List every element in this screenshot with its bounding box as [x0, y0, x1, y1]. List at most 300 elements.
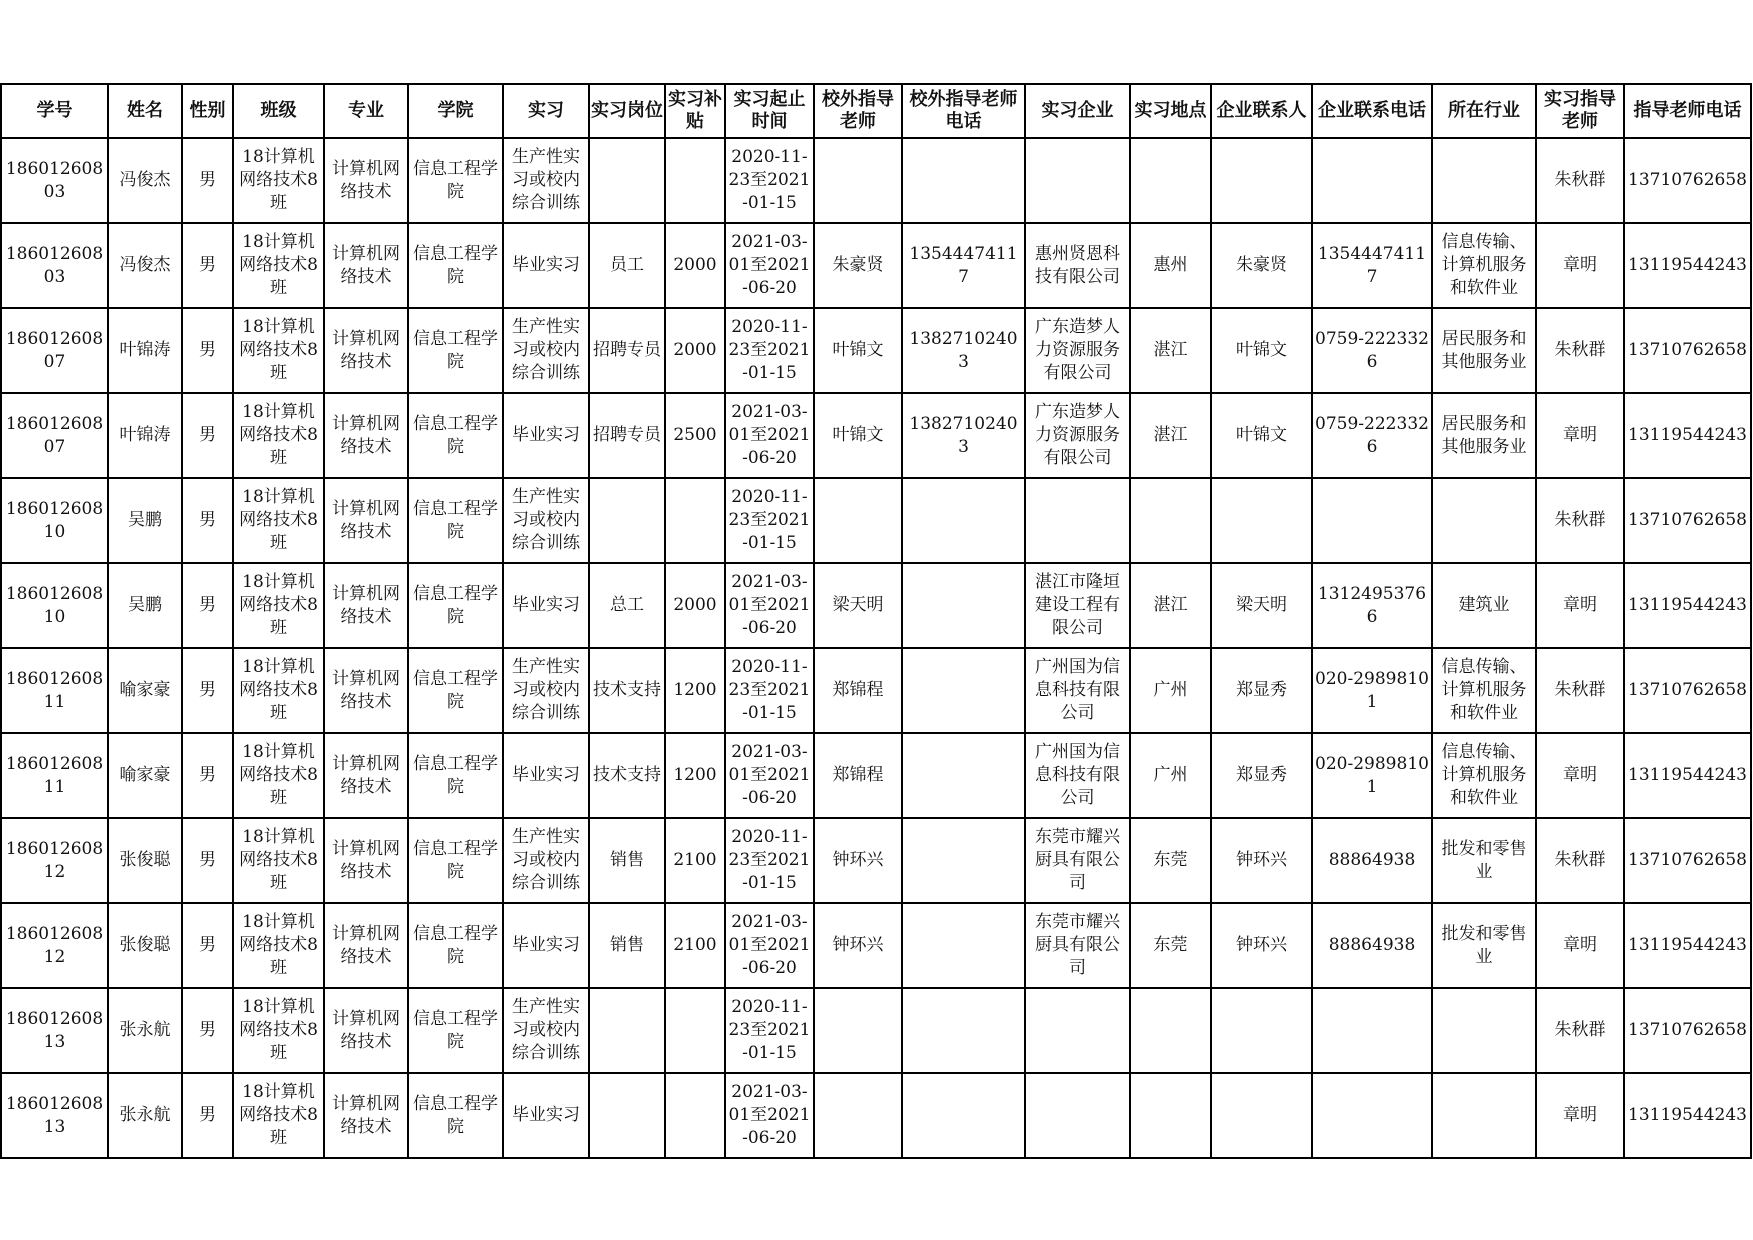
cell-internship-type: [503, 988, 589, 1073]
column-header-external-advisor-phone: 校外指导老师电话: [902, 84, 1025, 138]
cell-class: [233, 563, 324, 648]
cell-gender: [182, 563, 233, 648]
cell-subsidy: [665, 988, 725, 1073]
cell-position: [589, 478, 665, 563]
cell-student-id: [1, 308, 108, 393]
cell-text: 2021-03-01至2021-06-20: [728, 402, 811, 468]
cell-subsidy: [665, 818, 725, 903]
cell-text: 招聘专员: [593, 340, 661, 360]
cell-text: 信息工程学院: [413, 498, 498, 542]
cell-company-phone: [1312, 478, 1432, 563]
cell-text: 男: [199, 170, 216, 190]
cell-subsidy: [665, 903, 725, 988]
cell-student-id: [1, 478, 108, 563]
cell-text: 郑锦程: [832, 680, 884, 700]
cell-company-phone: [1312, 308, 1432, 393]
cell-company-phone: [1312, 138, 1432, 223]
cell-text: 18计算机网络技术8班: [239, 402, 318, 468]
cell-internship-type: [503, 138, 589, 223]
cell-text: 信息工程学院: [413, 753, 498, 797]
cell-text: 13544474117: [1317, 243, 1427, 287]
cell-name: [108, 393, 182, 478]
cell-text: 男: [199, 255, 216, 275]
cell-class: [233, 138, 324, 223]
column-header-external-advisor: 校外指导老师: [814, 84, 902, 138]
cell-external-advisor-phone: [902, 648, 1025, 733]
cell-internship-advisor: [1536, 393, 1624, 478]
cell-text: 销售: [610, 850, 644, 870]
table-row: [1, 138, 1751, 223]
cell-major: [324, 223, 408, 308]
cell-advisor-phone: [1624, 733, 1751, 818]
cell-advisor-phone: [1624, 478, 1751, 563]
cell-student-id: [1, 138, 108, 223]
cell-gender: [182, 818, 233, 903]
cell-external-advisor: [814, 393, 902, 478]
cell-text: 郑显秀: [1236, 765, 1287, 785]
cell-gender: [182, 1073, 233, 1158]
cell-company-phone: [1312, 223, 1432, 308]
cell-college: [408, 733, 503, 818]
cell-text: 2020-11-23至2021-01-15: [728, 317, 811, 383]
cell-major: [324, 393, 408, 478]
cell-text: 生产性实习或校内综合训练: [512, 827, 580, 893]
cell-text: 钟环兴: [1236, 935, 1287, 955]
cell-name: [108, 988, 182, 1073]
cell-text: 广东造梦人力资源服务有限公司: [1035, 317, 1120, 383]
cell-period: [725, 648, 814, 733]
cell-internship-advisor: [1536, 478, 1624, 563]
cell-position: [589, 1073, 665, 1158]
cell-external-advisor-phone: [902, 478, 1025, 563]
cell-text: 18计算机网络技术8班: [239, 1082, 318, 1148]
cell-gender: [182, 308, 233, 393]
cell-text: 18计算机网络技术8班: [239, 997, 318, 1063]
cell-text: 13827102403: [909, 328, 1018, 372]
cell-class: [233, 1073, 324, 1158]
cell-text: 男: [199, 765, 216, 785]
cell-text: 计算机网络技术: [332, 753, 400, 797]
cell-text: 0759-2223326: [1315, 328, 1429, 372]
cell-industry: [1432, 818, 1536, 903]
cell-text: 惠州贤恩科技有限公司: [1035, 243, 1120, 287]
cell-location: [1130, 138, 1211, 223]
cell-internship-advisor: [1536, 223, 1624, 308]
cell-class: [233, 733, 324, 818]
cell-text: 男: [199, 1105, 216, 1125]
cell-external-advisor-phone: [902, 308, 1025, 393]
table-row: [1, 988, 1751, 1073]
cell-text: 张俊聪: [119, 935, 171, 955]
cell-company-contact: [1211, 478, 1312, 563]
cell-text: 2500: [673, 425, 717, 445]
cell-advisor-phone: [1624, 1073, 1751, 1158]
cell-text: 张俊聪: [119, 850, 171, 870]
column-header-college: 学院: [408, 84, 503, 138]
cell-external-advisor-phone: [902, 393, 1025, 478]
cell-text: 章明: [1563, 595, 1597, 615]
cell-external-advisor: [814, 903, 902, 988]
cell-text: 湛江: [1153, 340, 1188, 360]
cell-major: [324, 988, 408, 1073]
cell-period: [725, 988, 814, 1073]
cell-internship-type: [503, 563, 589, 648]
cell-name: [108, 223, 182, 308]
cell-student-id: [1, 563, 108, 648]
cell-major: [324, 563, 408, 648]
cell-external-advisor-phone: [902, 138, 1025, 223]
cell-college: [408, 478, 503, 563]
cell-position: [589, 988, 665, 1073]
cell-text: 叶锦文: [832, 425, 884, 445]
column-header-class: 班级: [233, 84, 324, 138]
cell-text: 章明: [1563, 1105, 1597, 1125]
cell-company: [1025, 648, 1130, 733]
cell-location: [1130, 988, 1211, 1073]
cell-industry: [1432, 1073, 1536, 1158]
cell-internship-advisor: [1536, 308, 1624, 393]
cell-text: 计算机网络技术: [332, 498, 400, 542]
cell-text: 毕业实习: [512, 935, 580, 955]
cell-external-advisor: [814, 818, 902, 903]
cell-text: 18计算机网络技术8班: [239, 827, 318, 893]
column-header-location: 实习地点: [1130, 84, 1211, 138]
cell-text: 2021-03-01至2021-06-20: [728, 232, 811, 298]
cell-text: 信息传输、计算机服务和软件业: [1441, 232, 1527, 298]
cell-text: 18计算机网络技术8班: [239, 657, 318, 723]
cell-text: 冯俊杰: [119, 170, 171, 190]
cell-subsidy: [665, 393, 725, 478]
cell-position: [589, 223, 665, 308]
cell-name: [108, 478, 182, 563]
cell-text: 18601260813: [5, 1093, 104, 1137]
cell-internship-advisor: [1536, 733, 1624, 818]
cell-class: [233, 478, 324, 563]
cell-position: [589, 648, 665, 733]
cell-location: [1130, 648, 1211, 733]
cell-text: 2021-03-01至2021-06-20: [728, 572, 811, 638]
cell-text: 广州: [1153, 680, 1188, 700]
cell-company-phone: [1312, 393, 1432, 478]
cell-period: [725, 1073, 814, 1158]
cell-location: [1130, 478, 1211, 563]
cell-text: 2000: [673, 595, 717, 615]
cell-text: 朱秋群: [1554, 680, 1606, 700]
cell-text: 2020-11-23至2021-01-15: [728, 657, 811, 723]
column-header-student-id: 学号: [1, 84, 108, 138]
cell-text: 信息工程学院: [413, 158, 498, 202]
cell-text: 18计算机网络技术8班: [239, 232, 318, 298]
cell-position: [589, 308, 665, 393]
cell-student-id: [1, 733, 108, 818]
cell-text: 计算机网络技术: [332, 583, 400, 627]
cell-text: 技术支持: [593, 680, 661, 700]
table-body: [1, 138, 1751, 1158]
cell-text: 18601260812: [5, 838, 104, 882]
cell-industry: [1432, 988, 1536, 1073]
cell-industry: [1432, 393, 1536, 478]
cell-major: [324, 478, 408, 563]
cell-gender: [182, 988, 233, 1073]
cell-major: [324, 308, 408, 393]
cell-text: 2020-11-23至2021-01-15: [728, 997, 811, 1063]
cell-text: 信息工程学院: [413, 668, 498, 712]
cell-company: [1025, 138, 1130, 223]
cell-text: 2021-03-01至2021-06-20: [728, 1082, 811, 1148]
cell-text: 生产性实习或校内综合训练: [512, 487, 580, 553]
cell-text: 计算机网络技术: [332, 1093, 400, 1137]
cell-class: [233, 393, 324, 478]
cell-advisor-phone: [1624, 308, 1751, 393]
cell-text: 批发和零售业: [1441, 923, 1527, 967]
cell-text: 18计算机网络技术8班: [239, 147, 318, 213]
cell-text: 男: [199, 425, 216, 445]
cell-external-advisor: [814, 648, 902, 733]
cell-college: [408, 563, 503, 648]
cell-text: 梁天明: [1236, 595, 1287, 615]
cell-text: 建筑业: [1458, 595, 1510, 615]
cell-internship-type: [503, 648, 589, 733]
cell-text: 冯俊杰: [119, 255, 171, 275]
cell-text: 毕业实习: [512, 1105, 580, 1125]
cell-text: 2100: [673, 935, 717, 955]
cell-name: [108, 138, 182, 223]
cell-position: [589, 903, 665, 988]
cell-text: 18计算机网络技术8班: [239, 572, 318, 638]
cell-text: 18601260803: [5, 158, 104, 202]
cell-text: 计算机网络技术: [332, 1008, 400, 1052]
column-header-industry: 所在行业: [1432, 84, 1536, 138]
cell-name: [108, 1073, 182, 1158]
cell-external-advisor-phone: [902, 988, 1025, 1073]
cell-text: 2021-03-01至2021-06-20: [728, 912, 811, 978]
cell-name: [108, 818, 182, 903]
cell-text: 13119544243: [1628, 765, 1747, 785]
cell-location: [1130, 308, 1211, 393]
cell-text: 喻家豪: [119, 765, 171, 785]
cell-text: 计算机网络技术: [332, 923, 400, 967]
cell-text: 信息工程学院: [413, 413, 498, 457]
cell-text: 13827102403: [909, 413, 1018, 457]
cell-company-contact: [1211, 733, 1312, 818]
cell-company-phone: [1312, 733, 1432, 818]
cell-company: [1025, 223, 1130, 308]
cell-text: 毕业实习: [512, 255, 580, 275]
cell-text: 朱秋群: [1554, 1020, 1606, 1040]
cell-text: 生产性实习或校内综合训练: [512, 147, 580, 213]
cell-company: [1025, 393, 1130, 478]
table-row: [1, 1073, 1751, 1158]
cell-major: [324, 818, 408, 903]
cell-student-id: [1, 648, 108, 733]
cell-name: [108, 903, 182, 988]
cell-text: 计算机网络技术: [332, 243, 400, 287]
cell-name: [108, 563, 182, 648]
cell-company: [1025, 308, 1130, 393]
cell-internship-advisor: [1536, 988, 1624, 1073]
cell-text: 居民服务和其他服务业: [1441, 413, 1527, 457]
cell-internship-advisor: [1536, 1073, 1624, 1158]
cell-text: 东莞市耀兴厨具有限公司: [1035, 912, 1120, 978]
cell-text: 男: [199, 680, 216, 700]
cell-text: 18计算机网络技术8班: [239, 742, 318, 808]
cell-industry: [1432, 223, 1536, 308]
column-header-internship-advisor: 实习指导老师: [1536, 84, 1624, 138]
cell-text: 毕业实习: [512, 595, 580, 615]
cell-position: [589, 563, 665, 648]
cell-text: 13710762658: [1628, 510, 1747, 530]
cell-text: 13119544243: [1628, 935, 1747, 955]
column-header-company-phone: 企业联系电话: [1312, 84, 1432, 138]
cell-text: 1200: [673, 680, 717, 700]
cell-text: 88864938: [1328, 935, 1416, 955]
cell-gender: [182, 733, 233, 818]
cell-text: 计算机网络技术: [332, 668, 400, 712]
cell-company: [1025, 903, 1130, 988]
cell-text: 信息工程学院: [413, 923, 498, 967]
header-row: [1, 84, 1751, 138]
cell-text: 信息工程学院: [413, 838, 498, 882]
cell-text: 13119544243: [1628, 595, 1747, 615]
cell-period: [725, 563, 814, 648]
cell-text: 张永航: [119, 1020, 171, 1040]
cell-text: 13710762658: [1628, 850, 1747, 870]
cell-college: [408, 903, 503, 988]
cell-external-advisor-phone: [902, 818, 1025, 903]
cell-text: 生产性实习或校内综合训练: [512, 317, 580, 383]
cell-text: 吴鹏: [128, 510, 162, 530]
cell-company-contact: [1211, 988, 1312, 1073]
cell-subsidy: [665, 733, 725, 818]
cell-period: [725, 308, 814, 393]
cell-text: 喻家豪: [119, 680, 171, 700]
cell-external-advisor-phone: [902, 1073, 1025, 1158]
cell-text: 叶锦文: [832, 340, 884, 360]
cell-company-contact: [1211, 818, 1312, 903]
cell-text: 招聘专员: [593, 425, 661, 445]
cell-class: [233, 988, 324, 1073]
cell-text: 东莞市耀兴厨具有限公司: [1035, 827, 1120, 893]
cell-subsidy: [665, 308, 725, 393]
cell-advisor-phone: [1624, 563, 1751, 648]
cell-period: [725, 393, 814, 478]
cell-college: [408, 308, 503, 393]
cell-internship-type: [503, 223, 589, 308]
cell-text: 18601260807: [5, 413, 104, 457]
cell-text: 2020-11-23至2021-01-15: [728, 147, 811, 213]
cell-text: 叶锦涛: [119, 340, 171, 360]
cell-company: [1025, 988, 1130, 1073]
cell-internship-type: [503, 393, 589, 478]
cell-company-contact: [1211, 903, 1312, 988]
cell-company-contact: [1211, 223, 1312, 308]
cell-text: 020-29898101: [1315, 668, 1429, 712]
cell-text: 信息工程学院: [413, 1093, 498, 1137]
cell-text: 钟环兴: [832, 935, 884, 955]
cell-internship-type: [503, 733, 589, 818]
cell-text: 销售: [610, 935, 644, 955]
cell-text: 章明: [1563, 425, 1597, 445]
cell-college: [408, 223, 503, 308]
table-row: [1, 308, 1751, 393]
cell-location: [1130, 733, 1211, 818]
cell-student-id: [1, 818, 108, 903]
table-row: [1, 648, 1751, 733]
cell-text: 朱秋群: [1554, 340, 1606, 360]
column-header-company: 实习企业: [1025, 84, 1130, 138]
cell-external-advisor: [814, 1073, 902, 1158]
cell-text: 13710762658: [1628, 680, 1747, 700]
cell-text: 计算机网络技术: [332, 158, 400, 202]
cell-text: 男: [199, 850, 216, 870]
cell-college: [408, 648, 503, 733]
cell-text: 叶锦文: [1236, 340, 1287, 360]
cell-college: [408, 138, 503, 223]
cell-internship-type: [503, 903, 589, 988]
cell-external-advisor-phone: [902, 733, 1025, 818]
cell-text: 2020-11-23至2021-01-15: [728, 487, 811, 553]
cell-text: 18计算机网络技术8班: [239, 912, 318, 978]
table-row: [1, 478, 1751, 563]
cell-gender: [182, 903, 233, 988]
cell-industry: [1432, 308, 1536, 393]
cell-text: 朱秋群: [1554, 850, 1606, 870]
cell-company: [1025, 818, 1130, 903]
cell-company-contact: [1211, 308, 1312, 393]
cell-company-contact: [1211, 393, 1312, 478]
cell-text: 叶锦文: [1236, 425, 1287, 445]
cell-name: [108, 733, 182, 818]
table-row: [1, 733, 1751, 818]
cell-text: 18601260811: [5, 668, 104, 712]
cell-text: 1200: [673, 765, 717, 785]
cell-position: [589, 818, 665, 903]
cell-company-contact: [1211, 138, 1312, 223]
cell-company-phone: [1312, 988, 1432, 1073]
cell-text: 18计算机网络技术8班: [239, 317, 318, 383]
cell-subsidy: [665, 1073, 725, 1158]
column-header-period: 实习起止时间: [725, 84, 814, 138]
cell-external-advisor: [814, 988, 902, 1073]
cell-class: [233, 903, 324, 988]
cell-industry: [1432, 563, 1536, 648]
cell-text: 信息传输、计算机服务和软件业: [1441, 657, 1527, 723]
cell-text: 东莞: [1153, 850, 1188, 870]
cell-internship-type: [503, 478, 589, 563]
cell-advisor-phone: [1624, 988, 1751, 1073]
cell-student-id: [1, 223, 108, 308]
column-header-position: 实习岗位: [589, 84, 665, 138]
table-row: [1, 818, 1751, 903]
cell-text: 广州国为信息科技有限公司: [1035, 657, 1120, 723]
cell-text: 计算机网络技术: [332, 838, 400, 882]
cell-text: 章明: [1563, 935, 1597, 955]
table-row: [1, 563, 1751, 648]
cell-student-id: [1, 393, 108, 478]
column-header-gender: 性别: [182, 84, 233, 138]
cell-text: 总工: [610, 595, 644, 615]
cell-text: 2000: [673, 340, 717, 360]
cell-text: 生产性实习或校内综合训练: [512, 657, 580, 723]
cell-text: 18601260813: [5, 1008, 104, 1052]
cell-text: 13119544243: [1628, 255, 1747, 275]
cell-text: 男: [199, 595, 216, 615]
cell-name: [108, 648, 182, 733]
table-row: [1, 223, 1751, 308]
cell-company-contact: [1211, 563, 1312, 648]
cell-college: [408, 393, 503, 478]
cell-text: 员工: [610, 255, 644, 275]
